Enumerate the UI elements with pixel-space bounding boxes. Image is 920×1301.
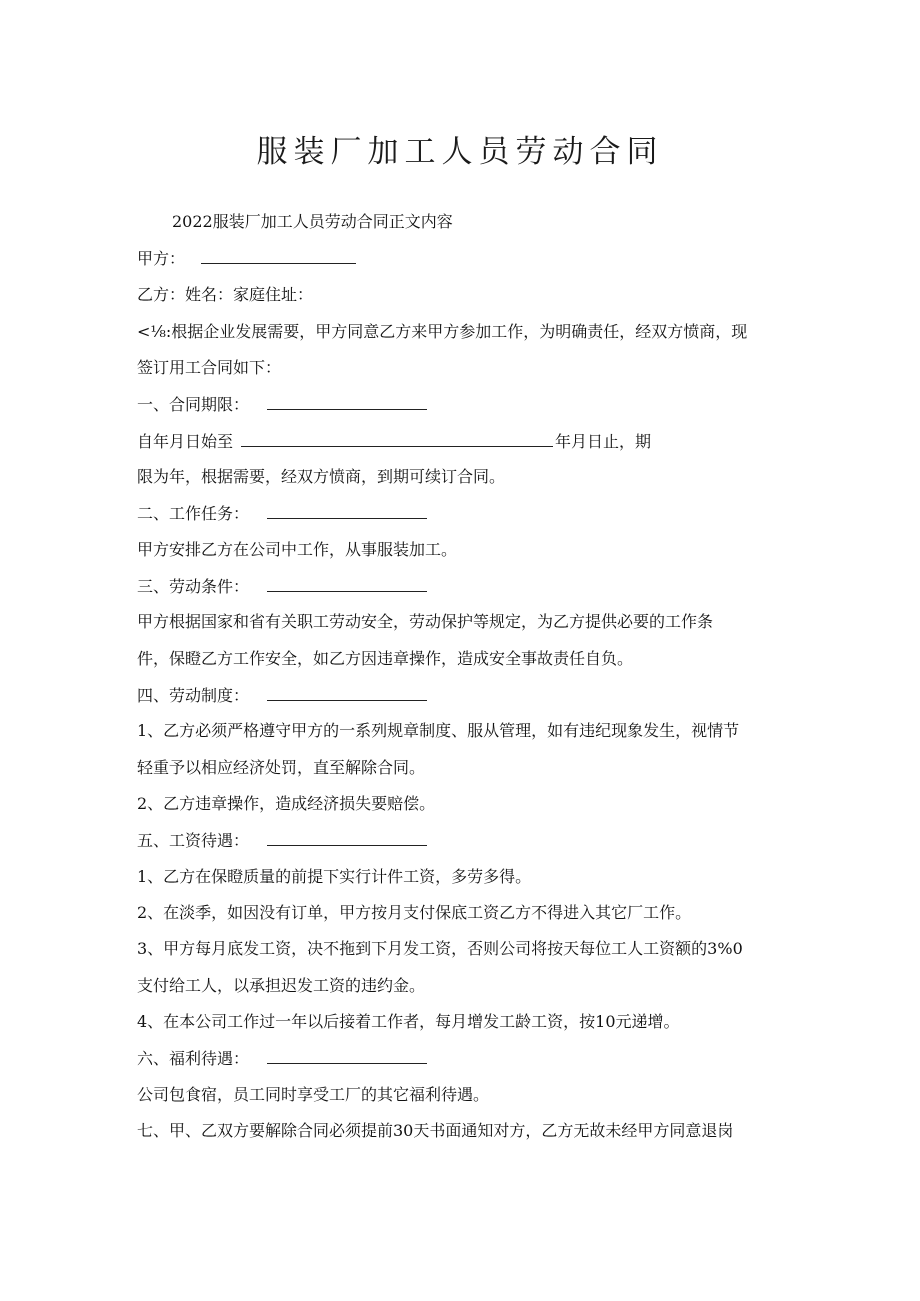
section-1-heading-text: 一、合同期限：: [137, 395, 250, 414]
section-4-blank: [267, 684, 427, 701]
section-5-item-1: 1、乙方在保瞪质量的前提下实行计件工资，多劳多得。: [137, 867, 532, 886]
section-5-item-4: 4、在本公司工作过一年以后接着工作者，每月增发工龄工资，按10元递增。: [137, 1012, 680, 1031]
section-3-blank: [267, 575, 427, 592]
section-6-line-1: 公司包食宿，员工同时享受工厂的其它福利待遇。: [137, 1085, 490, 1104]
section-2-blank: [267, 502, 427, 519]
party-a-blank: [201, 247, 356, 264]
section-1-date-blank: [241, 430, 553, 447]
preamble-line-1: <⅛:根据企业发展需要，甲方同意乙方来甲方参加工作，为明确责任，经双方愤商，现: [137, 322, 748, 341]
party-a-line: [137, 247, 356, 270]
section-5-heading: [137, 829, 427, 852]
section-5-heading-text: 五、工资待遇：: [137, 831, 250, 850]
section-6-blank: [267, 1047, 427, 1064]
document-title: 服装厂加工人员劳动合同: [256, 134, 664, 170]
section-1-start-text: 自年月日始至: [137, 432, 234, 451]
section-3-heading-text: 三、劳动条件：: [137, 577, 250, 596]
section-5-item-3-line-1: 3、甲方每月底发工资，决不拖到下月发工资，否则公司将按天每位工人工资额的3%0: [137, 939, 743, 958]
section-3-heading: [137, 575, 427, 598]
section-2-line-1: 甲方安排乙方在公司中工作，从事服装加工。: [137, 540, 458, 559]
section-1-line-1: [137, 430, 651, 453]
section-1-end-text: 年月日止，期: [555, 432, 652, 451]
section-2-heading: [137, 502, 427, 525]
section-4-heading-text: 四、劳动制度：: [137, 686, 250, 705]
section-5-item-2: 2、在淡季，如因没有订单，甲方按月支付保底工资乙方不得进入其它厂工作。: [137, 903, 692, 922]
section-4-item-1-line-2: 轻重予以相应经济处罚，直至解除合同。: [137, 758, 426, 777]
party-b-line: 乙方：姓名：家庭住址：: [137, 285, 314, 304]
section-6-heading-text: 六、福利待遇：: [137, 1049, 250, 1068]
section-5-blank: [267, 829, 427, 846]
section-1-heading: [137, 393, 427, 416]
section-4-item-2: 2、乙方违章操作，造成经济损失要赔偿。: [137, 794, 436, 813]
section-4-heading: [137, 684, 427, 707]
section-5-item-3-line-2: 支付给工人，以承担迟发工资的违约金。: [137, 976, 426, 995]
document-subtitle: 2022服装厂加工人员劳动合同正文内容: [172, 212, 453, 231]
section-3-line-1: 甲方根据国家和省有关职工劳动安全，劳动保护等规定，为乙方提供必要的工作条: [137, 612, 714, 631]
section-3-line-2: 件，保瞪乙方工作安全，如乙方因违章操作，造成安全事故责任自负。: [137, 649, 634, 668]
section-7-line-1: 七、甲、乙双方要解除合同必须提前30天书面通知对方，乙方无故未经甲方同意退岗: [137, 1121, 734, 1140]
section-6-heading: [137, 1047, 427, 1070]
section-1-blank: [267, 393, 427, 410]
preamble-line-2: 签订用工合同如下：: [137, 358, 282, 377]
party-a-label: 甲方：: [137, 249, 186, 268]
section-4-item-1-line-1: 1、乙方必须严格遵守甲方的一系列规章制度、服从管理，如有违纪现象发生，视情节: [137, 721, 740, 740]
section-1-line-2: 限为年，根据需要，经双方愤商，到期可续订合同。: [137, 467, 506, 486]
section-2-heading-text: 二、工作任务：: [137, 504, 250, 523]
